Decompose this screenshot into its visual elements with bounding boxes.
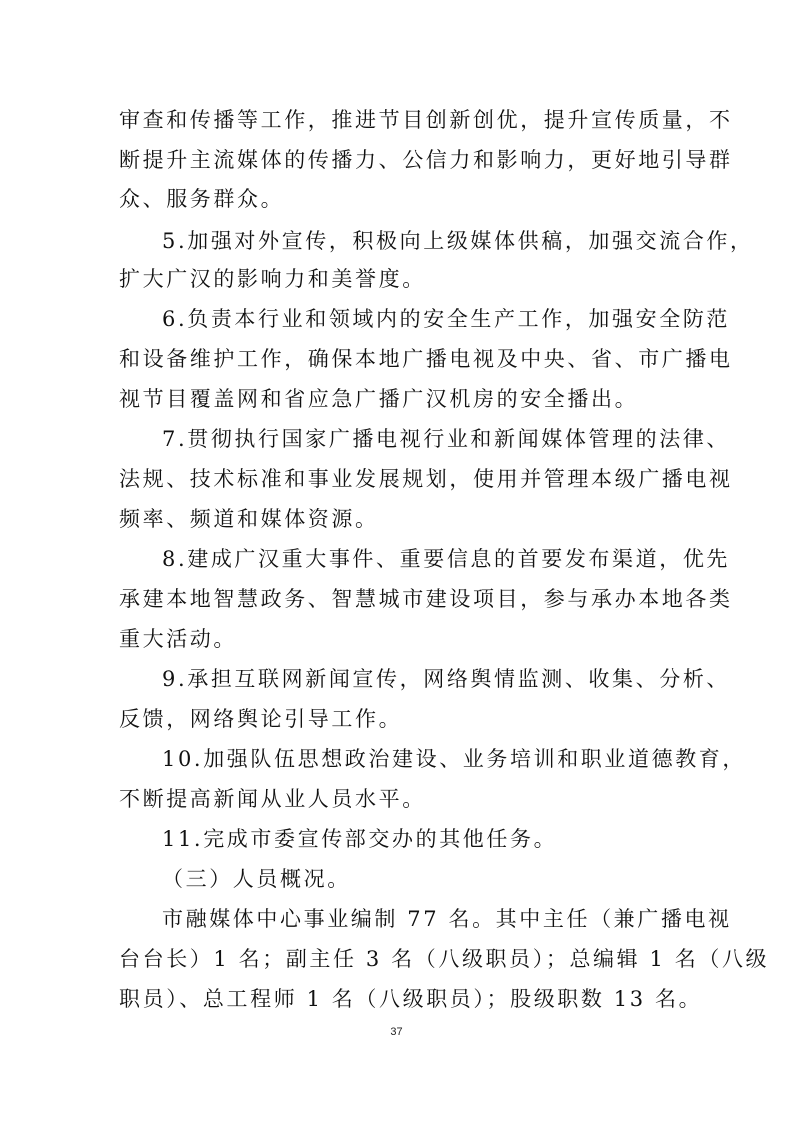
text-line: 断提升主流媒体的传播力、公信力和影响力，更好地引导群 xyxy=(119,148,733,172)
list-item-10: 10.加强队伍思想政治建设、业务培训和职业道德教育， xyxy=(162,747,746,771)
list-item-5: 5.加强对外宣传，积极向上级媒体供稿，加强交流合作， xyxy=(162,229,754,253)
text-line: 不断提高新闻从业人员水平。 xyxy=(119,787,426,811)
list-item-11: 11.完成市委宣传部交办的其他任务。 xyxy=(162,827,558,851)
text-line: 扩大广汉的影响力和美誉度。 xyxy=(119,267,426,291)
text-line: 视节目覆盖网和省应急广播广汉机房的安全播出。 xyxy=(119,387,639,411)
text-line: 反馈，网络舆论引导工作。 xyxy=(119,707,403,731)
section-heading: （三）人员概况。 xyxy=(162,867,351,891)
text-line: 承建本地智慧政务、智慧城市建设项目，参与承办本地各类 xyxy=(119,587,733,611)
list-item-6: 6.负责本行业和领域内的安全生产工作，加强安全防范 xyxy=(162,307,731,331)
text-line: 和设备维护工作，确保本地广播电视及中央、省、市广播电 xyxy=(119,347,733,371)
list-item-7: 7.贯彻执行国家广播电视行业和新闻媒体管理的法律、 xyxy=(162,427,731,451)
page-number: 37 xyxy=(390,1026,403,1038)
list-item-9: 9.承担互联网新闻宣传，网络舆情监测、收集、分析、 xyxy=(162,667,731,691)
list-item-8: 8.建成广汉重大事件、重要信息的首要发布渠道，优先 xyxy=(162,547,731,571)
text-line: 重大活动。 xyxy=(119,627,237,651)
text-line: 法规、技术标准和事业发展规划，使用并管理本级广播电视 xyxy=(119,467,733,491)
text-line: 审查和传播等工作，推进节目创新创优，提升宣传质量，不 xyxy=(119,108,733,132)
text-line: 众、服务群众。 xyxy=(119,187,285,211)
text-line: 频率、频道和媒体资源。 xyxy=(119,507,379,531)
text-line: 职员）、总工程师 1 名（八级职员）；股级职数 13 名。 xyxy=(119,987,703,1011)
text-line: 市融媒体中心事业编制 77 名。其中主任（兼广播电视 xyxy=(162,907,732,931)
text-line: 台台长）1 名；副主任 3 名（八级职员）；总编辑 1 名（八级 xyxy=(119,947,770,971)
